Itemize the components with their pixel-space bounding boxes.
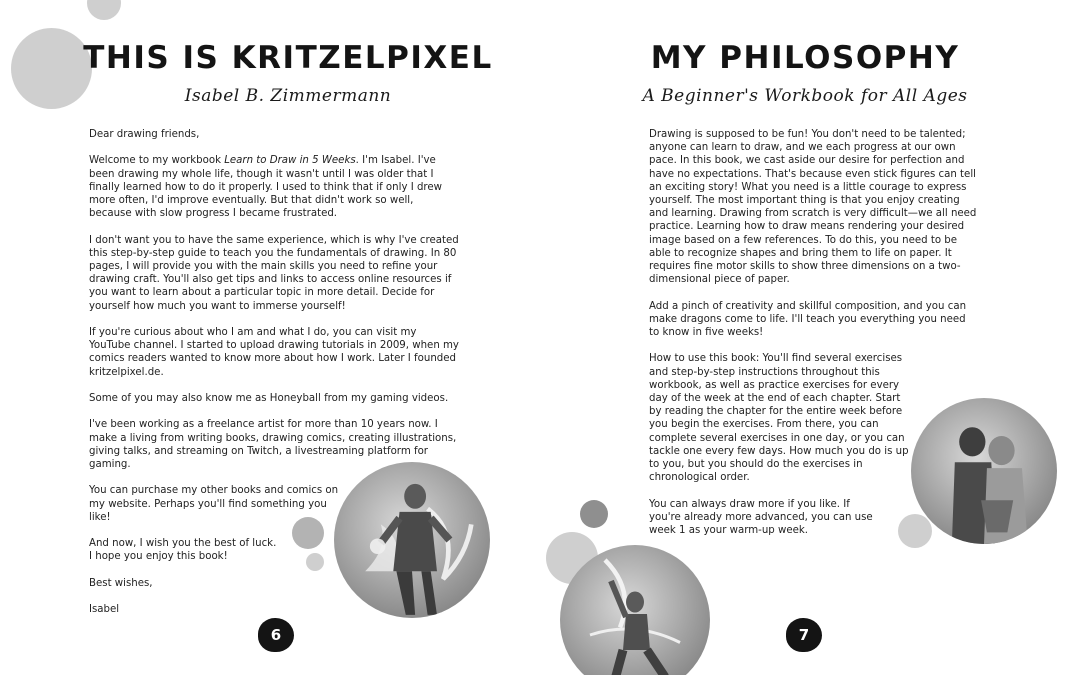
decor-circle: [87, 0, 121, 20]
paragraph: Add a pinch of creativity and skillful composition, and you can make dragons come to life. I'll teach you everything you need to know in five weeks!: [649, 300, 967, 339]
paragraph: I've been working as a freelance artist for more than 10 years now. I make a living from writing books, drawing comics, creating illustrations, giving talks, and streaming on Twitch, a livestreaming platform for gaming.: [89, 419, 457, 470]
illustration-hooded-mage: [334, 462, 490, 618]
text-run: . I'm Isabel. I've been drawing my whole life, though it wasn't until I was older that I finally learned how to do it properly. I used to think that if only I drew more often, I'd improve eventually. But that didn't work so well, because with slow progress I became frustrated.: [89, 155, 442, 220]
mage-figure-icon: [334, 462, 490, 618]
paragraph-line: I hope you enjoy this book!: [89, 551, 228, 563]
page-number-badge: 7: [786, 618, 822, 652]
author-name: Isabel B. Zimmermann: [184, 86, 392, 106]
decor-circle: [898, 514, 932, 548]
closing: Best wishes,: [89, 577, 153, 589]
greeting: Dear drawing friends,: [89, 129, 200, 140]
paragraph: You can always draw more if you like. If you're already more advanced, you can use week 1 as your warm-up week.: [649, 498, 873, 537]
couple-figure-icon: [911, 398, 1057, 544]
paragraph: Drawing is supposed to be fun! You don't need to be talented; anyone can learn to draw, and we each progress at our own pace. In this book, we cast aside our desire for perfection and have no expectations. That's because even stick figures can tell an exciting story! What you need is a little courage to express yourself. The most important thing is that you enjoy creating and learning. Drawing from scratch is very difficult—we all need practice. Learning how to draw means rendering your desired image based on a few references. To do this, you need to be able to recognize shapes and bring them to life on paper. It requires fine motor skills to show three dimensions on a two-dimensional piece of paper.: [649, 129, 977, 286]
decor-circle: [292, 517, 324, 549]
book-title: Learn to Draw in 5 Weeks: [224, 155, 356, 167]
paragraph: How to use this book: You'll find several exercises and step-by-step instructions throughout this workbook, as well as practice exercises for every day of the week at the end of each chapter. Start by reading the chapter for the entire week before you begin the exercises. From there, you can complete several exercises in one day, or you can tackle one every few days. How much you do is up to you, but you should do the exercises in chronological order.: [649, 353, 909, 484]
paragraph: [89, 154, 459, 220]
page-title: THIS IS KRITZELPIXEL: [83, 40, 493, 76]
paragraph: If you're curious about who I am and what I do, you can visit my YouTube channel. I started to upload drawing tutorials in 2009, when my comics readers wanted to know more about how I work. Later I founded kritzelpixel.de.: [89, 327, 459, 378]
text-run: Welcome to my workbook: [89, 155, 225, 167]
paragraph: I don't want you to have the same experience, which is why I've created this step-by-step guide to teach you the fundamentals of drawing. In 80 pages, I will provide you with the main skills you need to refine your drawing craft. You'll also get tips and links to access online resources if you want to learn about a particular topic in more detail. Decide for yourself how much you want to immerse yourself!: [89, 234, 459, 312]
page-number-badge: 6: [258, 618, 294, 652]
signature: Isabel: [89, 604, 120, 616]
right-page: [540, 0, 1080, 675]
page-subtitle: A Beginner's Workbook for All Ages: [642, 86, 968, 106]
illustration-couple: [911, 398, 1057, 544]
paragraph: Some of you may also know me as Honeyball from my gaming videos.: [89, 393, 449, 404]
decor-circle: [580, 500, 608, 528]
illustration-fighter: [560, 545, 710, 675]
paragraph-line: And now, I wish you the best of luck.: [89, 538, 277, 550]
fighter-figure-icon: [560, 545, 710, 675]
paragraph: You can purchase my other books and comics on my website. Perhaps you'll find something you like!: [89, 485, 339, 523]
decor-circle: [306, 553, 324, 571]
page-title: MY PHILOSOPHY: [650, 40, 960, 76]
